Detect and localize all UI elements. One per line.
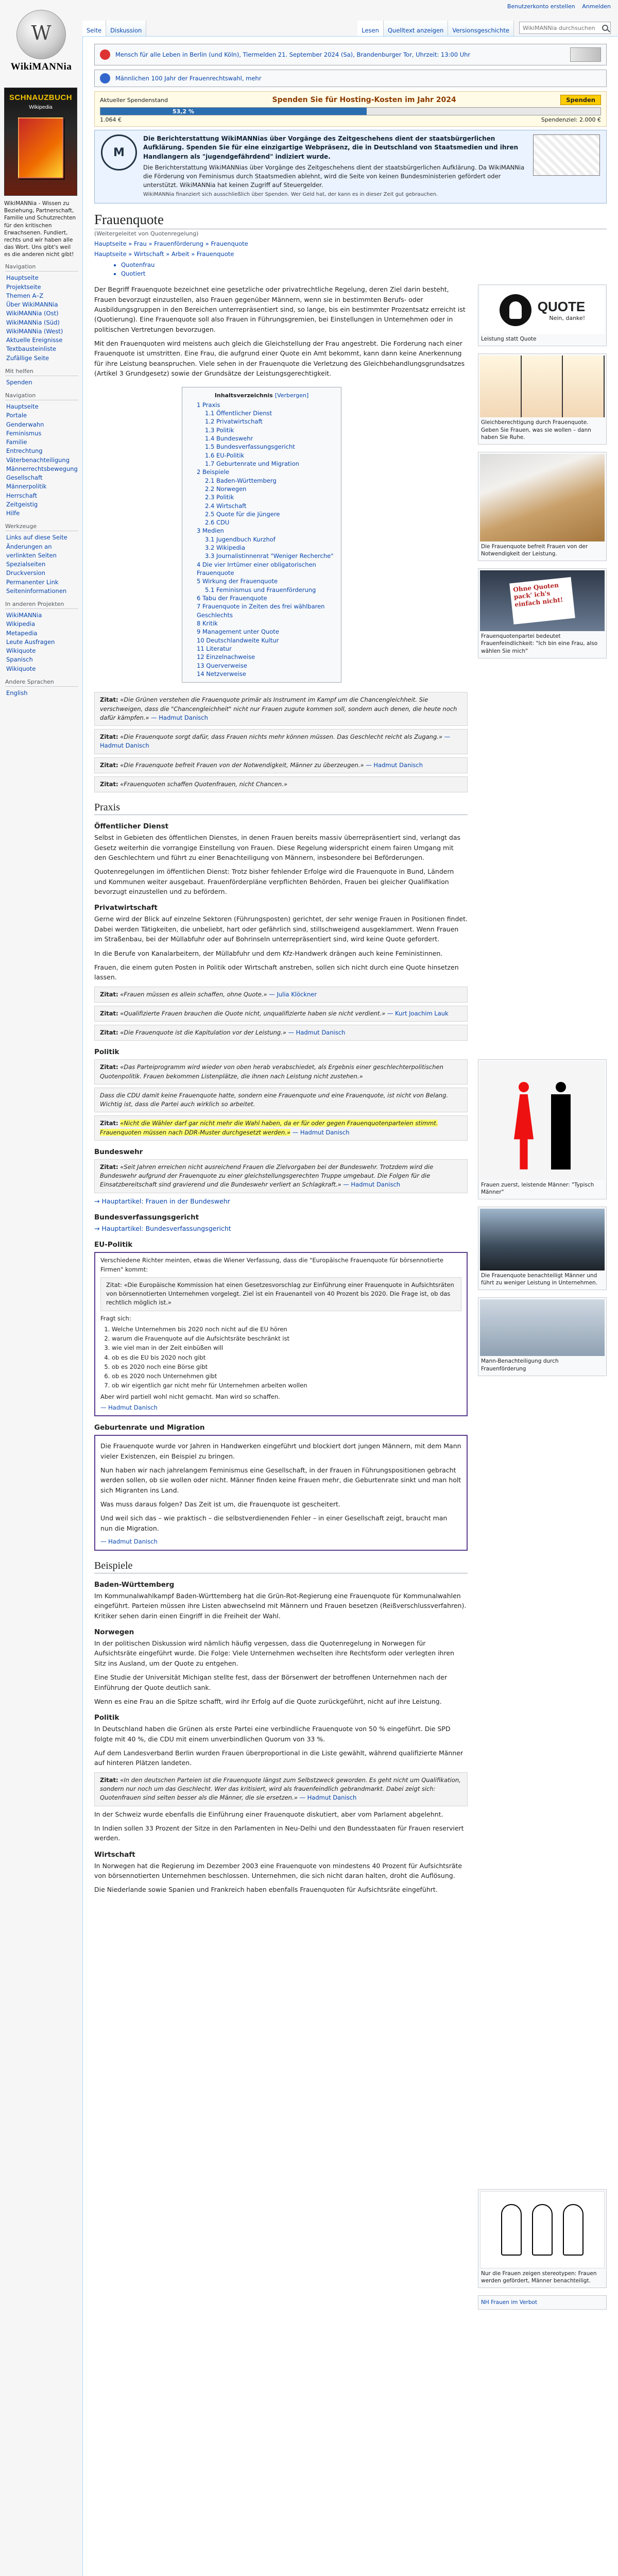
sidebar-ad-title: SCHNAUZBUCH <box>9 93 73 102</box>
toc-item[interactable]: 3.1 Jugendbuch Kurzhof <box>205 535 276 543</box>
donation-banner <box>94 91 607 127</box>
toc-item[interactable]: 1.2 Privatwirtschaft <box>205 418 263 426</box>
toc-item[interactable]: 2 Beispiele <box>197 468 229 476</box>
list-item: 4. ob es die EU bis 2020 noch gibt <box>112 1353 461 1362</box>
funding-statement-head: Die Berichterstattung WikiMANNias über Vorgänge des Zeitgeschehens dient der staatsbürgerlichen Aufklärung. Spenden Sie für eine einzigartige Webpräsenz, die in Deutschland von Staatsmedien und ihren Handlangern als "jugendgefährdend" indiziert wurde. <box>143 135 519 160</box>
portal <box>0 392 82 518</box>
comic-image[interactable] <box>480 355 605 417</box>
toc-item[interactable]: 3.2 Wikipedia <box>205 544 246 552</box>
portal-heading: In anderen Projekten <box>5 601 78 609</box>
paragraph: In Indien sollen 33 Prozent der Sitze in den Parlamenten in Neu-Delhi und den Bundesstaaten für Frauen reserviert werden. <box>94 1824 464 1842</box>
sidebar-item[interactable]: Spenden <box>6 378 32 386</box>
eu-points-intro: Fragt sich: <box>100 1314 131 1322</box>
tab-view-source[interactable]: Quelltext anzeigen <box>384 21 448 36</box>
paragraph: In der Schweiz wurde ebenfalls die Einführung einer Frauenquote diskutiert, aber vom Parlament abgelehnt. <box>94 1810 443 1818</box>
toc-item[interactable]: 3.3 Journalistinnenrat "Weniger Recherche" <box>205 552 334 560</box>
quote-author[interactable]: — Hadmut Danisch <box>343 1181 401 1189</box>
quote-label: Zitat: <box>100 761 118 769</box>
figure <box>478 2189 607 2288</box>
paragraph: In die Berufe von Kanalarbeitern, der Müllabfuhr und dem Kfz-Handwerk drängen auch keine Feministinnen. <box>94 949 443 957</box>
paragraph: Was muss daraus folgen? Das Zeit ist um, die Frauenquote ist gescheitert. <box>100 1500 340 1509</box>
redirect-note: (Weitergeleitet von Quotenregelung) <box>94 230 199 237</box>
sidebar-item[interactable]: Änderungen an verlinkten Seiten <box>6 543 57 559</box>
list-item: 6. ob es 2020 noch Unternehmen gibt <box>112 1372 461 1381</box>
sidebar-item[interactable]: Entrechtung <box>6 447 43 455</box>
man-photo[interactable] <box>480 1299 605 1356</box>
quote-author[interactable]: — Hadmut Danisch <box>100 733 451 750</box>
sidebar-item[interactable]: Permanenter Link <box>6 578 59 586</box>
quote-image-word: QUOTE <box>537 299 586 315</box>
paragraph: Der Begriff Frauenquote bezeichnet eine gesetzliche oder privatrechtliche Regelung, deren Ziel darin besteht, Frauen bevorzugt einzustellen, also Frauen gegenüber Männern, wenn sie in bestimmten Berufs- oder Ausbildungsgruppen in den Bereichen unterrepräsentiert sind, so lange, bis ein bestimmter Prozentsatz erreicht ist (Quotierung). Eine Frauenquote soll also Frauen in Führungsgremien, bei Einstellungen in Unternehmen oder in politischen Vertretungen bevorzugen. <box>94 285 466 333</box>
toc-item[interactable]: 5.1 Feminismus und Frauenförderung <box>205 586 316 594</box>
sidebar-item[interactable]: Links auf diese Seite <box>6 534 67 541</box>
sidebar-item[interactable]: Genderwahn <box>6 420 44 428</box>
figure-caption: Nur die Frauen zeigen stereotypen: Frauen werden gefördert, Männer benachteiligt. <box>481 2270 597 2284</box>
sidebar-item[interactable]: Wikiquote <box>6 665 36 672</box>
site-notice <box>94 44 607 65</box>
toc-item[interactable]: 3 Medien <box>197 527 224 535</box>
sidebar-item[interactable]: Leute Ausfragen <box>6 638 55 646</box>
toc-item[interactable]: 1.4 Bundeswehr <box>205 434 253 442</box>
donation-label: Aktueller Spendenstand <box>100 96 168 104</box>
sidebar-item[interactable]: Männerrechtsbewegung <box>6 465 78 472</box>
sidebar-item[interactable]: English <box>6 689 28 697</box>
sidebar-item[interactable]: WikiMANNia (West) <box>6 327 63 335</box>
quote-image-sub: Nein, danke! <box>549 315 586 322</box>
stop-hand-icon <box>500 294 531 326</box>
portal <box>0 523 82 596</box>
quote-no-thanks-image[interactable] <box>480 286 605 334</box>
related-item[interactable]: • Quotiert <box>121 269 607 278</box>
toc-item[interactable]: 6 Tabu der Frauenquote <box>197 595 267 602</box>
eu-box <box>94 1252 468 1416</box>
cartoon-image <box>533 134 600 176</box>
paragraph: Im Kommunalwahlkampf Baden-Württemberg hat die Grün-Rot-Regierung eine Frauenquote für Kommunalwahlen eingeführt. Parteien müssen ihre Listen abwechselnd mit Männern und Frauen besetzen (Reißverschlussverfahren). Kritiker sehen darin einen Eingriff in die Freiheit der Wahl. <box>94 1591 467 1620</box>
quote-text: «Nicht die Wähler darf gar nicht mehr die Wahl haben, da er für oder gegen Frauenquotenparteien stimmt. Frauenquoten müssen nach DDR-Muster durchgesetzt werden.» <box>100 1120 438 1136</box>
sidebar-item[interactable]: Aktuelle Ereignisse <box>6 336 63 344</box>
paragraph: Gerne wird der Blick auf einzelne Sektoren (Führungsposten) gerichtet, der sehr wenige Frauen in Positionen findet. Dabei werden Tätigkeiten, die unbeliebt, hart oder gefährlich sind, stillschweigend ausgeklammert. Wenn Frauen im Straßenbau, bei der Müllabfuhr oder auf Bohrinseln unterrepräsentiert sind, wird keine Quote gefordert. <box>94 915 468 943</box>
paragraph: Frauen, die einem guten Posten in Politik oder Wirtschaft anstreben, sollen sich nicht durch eine Quote hinsetzen lassen. <box>94 963 459 981</box>
logo-wordmark: WikiMANNia <box>10 61 72 72</box>
paragraph: Die Niederlande sowie Spanien und Frankreich haben ebenfalls Frauenquoten für Aufsichtsräte eingeführt. <box>94 1886 438 1894</box>
figure-caption: Frauen zuerst, leistende Männer: "Typisch Männer" <box>481 1181 594 1195</box>
figure-caption: Leistung statt Quote <box>481 336 537 343</box>
paragraph: Quotenregelungen im öffentlichen Dienst: Trotz bisher fehlender Erfolge wird die Frauenquote in Bund, Ländern und Kommunen weiter ausgebaut. Frauenförderpläne verpflichten Behörden, Frauen bei gleicher Qualifikation bevorzugt einzustellen und zu befördern. <box>94 868 454 896</box>
section-heading: Beispiele <box>94 1560 468 1573</box>
book-cover-image <box>18 117 63 178</box>
content-area <box>82 36 618 2576</box>
breadcrumb-2[interactable]: Hauptseite » Wirtschaft » Arbeit » Frauenquote <box>94 250 234 258</box>
sidebar-item[interactable]: Hauptseite <box>6 403 39 411</box>
sign-text: Ohne Quoten pack' ich's einfach nicht! <box>509 577 575 624</box>
sidebar-item[interactable]: Wikiquote <box>6 647 36 655</box>
quote-box <box>94 1025 468 1041</box>
figure-caption[interactable]: NH Frauen im Verbot <box>481 2299 538 2306</box>
donation-percent: 53,2 % <box>173 108 194 115</box>
subsection-heading: Politik <box>94 1048 119 1057</box>
quote-box <box>94 757 468 773</box>
related-item[interactable]: • Quotenfrau <box>121 261 607 269</box>
sidebar-item[interactable]: Themen A–Z <box>6 292 44 299</box>
sidebar-item[interactable]: Wikipedia <box>6 620 36 628</box>
paragraph: In der politischen Diskussion wird nämlich häufig vergessen, dass die Quotenregelung in Norwegen für Aufsichtsräte eingeführt wurde. Die Folge: Viele Unternehmen wechselten ihre Rechtsform oder verlegten ihren Sitz ins Ausland, um der Quote zu entgehen. <box>94 1639 454 1667</box>
quote-box <box>94 1115 468 1141</box>
toc-item[interactable]: 1.1 Öffentlicher Dienst <box>205 409 272 417</box>
site-logo[interactable] <box>0 0 82 82</box>
related-list <box>100 261 607 279</box>
portal <box>0 679 82 698</box>
site-notice-2 <box>94 70 607 87</box>
subsection-heading: Wirtschaft <box>94 1850 135 1859</box>
quote-label: Zitat: <box>100 733 118 741</box>
toc-item[interactable]: 7 Frauenquote in Zeiten des frei wählbaren Geschlechts <box>197 603 325 619</box>
quote-box <box>94 1159 468 1193</box>
figure <box>478 2295 607 2310</box>
figure-caption: Die Frauenquote benachteiligt Männer und führt zu weniger Leistung in Unternehmen. <box>481 1273 598 1286</box>
sidebar-item[interactable]: Druckversion <box>6 569 45 577</box>
portrait-photo[interactable] <box>480 454 605 541</box>
main-article-link[interactable]: → Hauptartikel: Bundesverfassungsgericht <box>94 1225 231 1233</box>
eu-points-list <box>112 1325 461 1391</box>
info-icon <box>100 73 110 83</box>
quote-author[interactable]: — Hadmut Danisch <box>288 1029 346 1037</box>
paragraph: Mit den Frauenquoten wird meistens auch gleich die Gleichstellung der Frau angestrebt. Die Forderung nach einer Frauenquote ist umstritten. Eine Frau, die aufgrund einer Quote ein Amt bekommt, kann dann keine Anerkennung für ihre Leistung beanspruchen. Viele sehen in der Frauenquote die Verletzung des Gleichbehandlungsgrundsatzes (Artikel 3 Grundgesetz) sowie der Grundsätze der Leistungsgerechtigkeit. <box>94 340 465 378</box>
seal-icon: M <box>101 134 137 171</box>
sidebar-item[interactable]: Spanisch <box>6 656 33 664</box>
cartoon-drawing[interactable] <box>480 2191 605 2268</box>
sidebar-item[interactable]: Hauptseite <box>6 274 39 282</box>
notice-text-2[interactable]: Männlichen 100 Jahr der Frauenrechtswahl, mehr <box>115 75 262 82</box>
toc-item[interactable]: 1.3 Politik <box>205 426 234 434</box>
donation-title: Spenden Sie für Hosting-Kosten im Jahr 2024 <box>272 96 456 104</box>
toc-toggle[interactable]: [Verbergen] <box>274 392 309 399</box>
sidebar-item[interactable]: Väterbenachteiligung <box>6 456 70 464</box>
paragraph: Auf dem Landesverband Berlin wurden Frauen überproportional in die Liste gewählt, während qualifizierte Männer auf hinteren Plätzen landeten. <box>94 1749 464 1767</box>
notice-text[interactable]: Mensch für alle Leben in Berlin (und Köln), Tiermelden 21. September 2024 (Sa), Brandenburger Tor, Uhrzeit: 13:00 Uhr <box>115 51 471 58</box>
quote-text: «Die Frauenquote sorgt dafür, dass Frauen nichts mehr können müssen. Das Geschlecht reicht als Zugang.» <box>120 733 442 741</box>
sidebar-note: WikiMANNia - Wissen zu Beziehung, Partnerschaft, Familie und Schutzrechten für den kritischen Erwachsenen. Fundiert, rechts und wir haben alle das Wort. Uns gibt's weil es die anderen nicht gibt! <box>4 200 76 258</box>
section-heading: Praxis <box>94 802 468 815</box>
toc-item[interactable]: 5 Wirkung der Frauenquote <box>197 578 278 585</box>
list-item: 3. wie viel man in der Zeit einbüßen will <box>112 1344 461 1352</box>
quote-group <box>94 692 468 792</box>
donation-current: 1.064 € <box>100 116 122 123</box>
paragraph: Und weil sich das – wie praktisch – die selbstverdienenden Fehler – in einer Gesellschaft zeigt, braucht man nun die Migration. <box>100 1514 448 1532</box>
donation-progress-bar <box>100 107 601 115</box>
signature[interactable]: — Hadmut Danisch <box>100 1538 158 1546</box>
sidebar-item[interactable]: Männerpolitik <box>6 483 47 490</box>
event-icon <box>100 49 110 60</box>
list-item: 2. warum die Frauenquote auf die Aufsichtsräte beschränkt ist <box>112 1334 461 1343</box>
paragraph: Die Frauenquote wurde vor Jahren in Handwerken eingeführt und blockiert dort jungen Männern, mit dem Mann vieler Existenzen, ein Beispiel zu bringen. <box>100 1442 461 1460</box>
toc-item[interactable]: 14 Netzverweise <box>197 670 246 678</box>
list-item: 7. ob wir eigentlich gar nicht mehr für Unternehmen arbeiten wollen <box>112 1381 461 1390</box>
subsection-heading: Geburtenrate und Migration <box>94 1423 205 1432</box>
quote-text: «Frauenquoten schaffen Quotenfrauen, nicht Chancen.» <box>120 780 287 788</box>
paragraph: Nun haben wir nach jahrelangem Feminismus eine Gesellschaft, in der Frauen in Führungspositionen gebracht werden sollen, ob sie wollen oder nicht. Männer finden keine Frauen mehr, die Geburtenrate sinkt und man holt sich Migranten ins Land. <box>100 1466 461 1494</box>
search-icon[interactable] <box>602 25 608 31</box>
figure-caption: Gleichberechtigung durch Frauenquote. Geben Sie Frauen, was sie wollen – dann haben Sie Ruhe. <box>481 419 591 440</box>
sidebar-item[interactable]: Spezialseiten <box>6 561 46 568</box>
figure-caption: Die Frauenquote befreit Frauen von der Notwendigkeit der Leistung. <box>481 543 588 557</box>
sidebar-ad-banner[interactable] <box>4 88 77 196</box>
quote-label: Zitat: <box>100 1776 118 1784</box>
quote-box <box>94 1006 468 1022</box>
quote-author[interactable]: — Hadmut Danisch <box>151 714 208 721</box>
figure <box>478 284 607 346</box>
toc-title <box>190 392 334 399</box>
toc-item[interactable]: 2.1 Baden-Württemberg <box>205 477 277 484</box>
sidebar-item[interactable]: Seiteninformationen <box>6 587 67 595</box>
toc-list <box>190 401 334 679</box>
subsection-heading: Öffentlicher Dienst <box>94 822 169 831</box>
subsection-heading: EU-Politik <box>94 1241 133 1249</box>
article-body <box>94 282 468 2317</box>
table-of-contents <box>182 387 341 683</box>
figure-caption: Mann-Benachteiligung durch Frauenförderung <box>481 1358 559 1372</box>
list-item: 5. ob es 2020 noch eine Börse gibt <box>112 1363 461 1371</box>
man-figure-icon <box>551 1082 571 1170</box>
funding-statement <box>94 130 607 204</box>
toc-item[interactable]: 2.6 CDU <box>205 519 230 527</box>
toc-item[interactable]: 13 Querverweise <box>197 662 247 669</box>
search-box <box>519 22 611 34</box>
logo-globe-icon <box>16 10 66 59</box>
login-link[interactable]: Anmelden <box>582 3 611 10</box>
portal <box>0 368 82 387</box>
cockpit-photo[interactable] <box>480 1209 605 1270</box>
quote-text: «Die Frauenquote ist die Kapitulation vor der Leistung.» <box>120 1029 286 1037</box>
page-title: Frauenquote <box>94 212 607 229</box>
sidebar-item[interactable]: Hilfe <box>6 510 20 517</box>
migration-box <box>94 1435 468 1551</box>
women-first-image[interactable] <box>480 1061 605 1180</box>
paragraph: Wenn es eine Frau an die Spitze schafft, wird ihr Erfolg auf die Quote zurückgeführt, nicht auf ihre Leistung. <box>94 1697 442 1705</box>
quote-text: Dass die CDU damit keine Frauenquote hatte, sondern eine Frauenquote und eine Frauenquote, ist nicht von Belang. Wichtig ist, dass die Partei auch wirklich so arbeitet. <box>100 1091 449 1108</box>
figure <box>478 452 607 561</box>
toc-item[interactable]: 8 Kritik <box>197 620 218 628</box>
subsection-heading: Baden-Württemberg <box>94 1580 175 1589</box>
sidebar-item[interactable]: Feminismus <box>6 429 42 437</box>
quote-group <box>94 987 468 1041</box>
toc-item[interactable]: 2.3 Politik <box>205 494 234 501</box>
quote-group <box>94 1059 468 1141</box>
quote-author[interactable]: — Hadmut Danisch <box>299 1794 357 1802</box>
sidebar-item[interactable]: Zeitgeistig <box>6 500 38 508</box>
quote-label: Zitat: <box>100 1163 118 1171</box>
portal-heading: Mit helfen <box>5 368 78 376</box>
portal-heading: Navigation <box>5 263 78 272</box>
sidebar-item[interactable]: WikiMANNia <box>6 612 42 619</box>
figure-caption: Frauenquotenpartei bedeutet Frauenfeindlichkeit: "Ich bin eine Frau, also wählen Sie mich" <box>481 633 598 654</box>
sidebar-item[interactable]: WikiMANNia (Süd) <box>6 318 60 326</box>
tab-discussion[interactable]: Diskussion <box>106 21 146 36</box>
sidebar-item[interactable]: Portale <box>6 412 27 419</box>
sidebar-item[interactable]: Metapedia <box>6 629 38 637</box>
toc-item[interactable]: 2.4 Wirtschaft <box>205 502 247 510</box>
toc-item[interactable]: 12 Einzelnachweise <box>197 653 255 661</box>
paragraph: Eine Studie der Universität Michigan stellte fest, dass der Börsenwert der betroffenen Unternehmen nach der Einführung der Quote deutlich sank. <box>94 1673 448 1691</box>
toc-item[interactable]: 10 Deutschlandweite Kultur <box>197 636 279 644</box>
figure <box>478 568 607 658</box>
quote-box: Zitat: «Die Europäische Kommission hat einen Gesetzesvorschlag zur Einführung einer Frauenquote in Aufsichtsräten von börsennotierten Unternehmen vorgelegt. Ziel ist ein Frauenanteil von 40 Prozent bis 2020. Die Frage ist, ob das rechtlich möglich ist.» <box>100 1277 461 1311</box>
quote-author[interactable]: — Hadmut Danisch <box>366 761 423 769</box>
sidebar-item[interactable]: Herrschaft <box>6 492 37 499</box>
toc-item[interactable]: 2.5 Quote für die Jüngere <box>205 510 280 518</box>
tab-article[interactable]: Seite <box>82 21 106 36</box>
quote-label: Zitat: <box>100 1009 118 1017</box>
toc-item[interactable]: 11 Literatur <box>197 645 232 653</box>
quote-label: Zitat: <box>100 990 118 998</box>
figure <box>478 353 607 445</box>
donation-progress-fill <box>100 108 367 115</box>
eu-intro: Verschiedene Richter meinten, etwas die Wiener Verfassung, dass die "Europäische Frauenquote für börsennotierte Firmen" kommt: <box>100 1257 443 1273</box>
quote-text: «Die Frauenquote befreit Frauen von der Notwendigkeit, Männer zu überzeugen.» <box>120 761 364 769</box>
subsection-heading: Politik <box>94 1714 119 1722</box>
sidebar <box>0 88 82 703</box>
quote-author[interactable]: — Kurt Joachim Lauk <box>387 1009 449 1017</box>
notice-thumbnail <box>570 47 601 62</box>
sidebar-ad-subtitle: Wikipedia <box>29 104 53 110</box>
toc-item[interactable]: 9 Management unter Quote <box>197 628 279 636</box>
subsection-heading: Norwegen <box>94 1628 134 1637</box>
quote-text: «Das Parteiprogramm wird wieder von oben herab verabschiedet, als Ergebnis einer geschlechterpolitischen Quotenpolitik. Frauen bekommen Listenplätze, die ihnen nach Leistung nicht zustehen.» <box>100 1063 443 1080</box>
sidebar-item[interactable]: WikiMANNia (Ost) <box>6 310 59 317</box>
quote-text: «Seit Jahren erreichen nicht ausreichend Frauen die Zielvorgaben bei der Bundeswehr. Trotzdem wird die Bundeswehr aufgrund der Frauenquote zu einer gleichstellungsgerechten Truppe umgebaut. Die Folgen für die Einsatzbereitschaft sind gravierend und die Bundeswehr verliert an Schlagkraft.» <box>100 1163 434 1189</box>
eu-tail: Aber wird partiell wohl nicht gemacht. Man wird so schaffen. <box>100 1393 280 1400</box>
quote-box <box>94 1059 468 1084</box>
toc-item[interactable]: 2.2 Norwegen <box>205 485 247 493</box>
quote-author[interactable]: — Hadmut Danisch <box>292 1128 350 1136</box>
portal-heading: Werkzeuge <box>5 523 78 531</box>
toc-title-text: Inhaltsverzeichnis <box>214 392 273 399</box>
quote-box <box>94 729 468 754</box>
sidebar-item[interactable]: Projektseite <box>6 283 41 291</box>
paragraph: Selbst in Gebieten des öffentlichen Dienstes, in denen Frauen bereits massiv überrepräsentiert sind, verlangt das Gesetz weiterhin die vorrangige Einstellung von Frauen. Diese Regelung widerspricht einem fairen Umgang mit den Geschlechtern und führt zu einer Benachteiligung von Männern, insbesondere bei Beförderungen. <box>94 834 461 861</box>
personal-tools <box>502 3 611 10</box>
quote-label: Zitat: <box>100 1120 118 1127</box>
list-item: 1. Welche Unternehmen bis 2020 noch nicht auf die EU hören <box>112 1325 461 1334</box>
donation-goal: Spendenziel: 2.000 € <box>541 116 601 123</box>
funding-statement-body: Die Berichterstattung WikiMANNias über Vorgänge des Zeitgeschehens dient der staatsbürgerlichen Aufklärung. Da WikiMANNia die Förderung von Feminismus durch Staatsmedien ablehnt, wird die Seite von keinen Bundesministerien gefördert oder unterstützt. WikiMANNia hat keinen Zugriff auf Steuergelder. <box>143 164 525 189</box>
sidebar-item[interactable]: Über WikiMANNia <box>6 301 58 309</box>
quote-box <box>94 1088 468 1113</box>
paragraph: In Deutschland haben die Grünen als erste Partei eine verbindliche Frauenquote von 50 % eingeführt. Die SPD folgte mit 40 %, die CDU mit einem unverbindlichen Quorum von 33 %. <box>94 1725 451 1743</box>
tab-read[interactable]: Lesen <box>357 21 384 36</box>
subsection-heading: Bundeswehr <box>94 1147 143 1156</box>
quote-author[interactable]: — Julia Klöckner <box>269 990 317 998</box>
quote-box <box>94 1772 468 1806</box>
quote-label: Zitat: <box>100 696 118 704</box>
tab-history[interactable]: Versionsgeschichte <box>448 21 514 36</box>
funding-statement-foot: WikiMANNia finanziert sich ausschließlich über Spenden. Wer Geld hat, der kann es in dieser Zeit gut gebrauchen. <box>143 192 438 198</box>
subsection-heading: Privatwirtschaft <box>94 904 158 912</box>
portal <box>0 263 82 363</box>
namespace-tabs <box>82 21 146 36</box>
figure <box>478 1207 607 1290</box>
toc-item[interactable]: 1.7 Geburtenrate und Migration <box>205 460 299 467</box>
subsection-heading: Bundesverfassungsgericht <box>94 1213 199 1222</box>
sidebar-portals <box>0 263 82 698</box>
toc-item[interactable]: 1.5 Bundesverfassungsgericht <box>205 443 295 451</box>
paragraph: In Norwegen hat die Regierung im Dezember 2003 eine Frauenquote von mindestens 40 Prozent für Aufsichtsräte von börsennotierten Unternehmen beschlossen. Unternehmen, die sich nicht daran halten, droht die Auflösung. <box>94 1861 462 1880</box>
protest-sign-image[interactable] <box>480 570 605 631</box>
signature[interactable]: — Hadmut Danisch <box>100 1403 158 1411</box>
main-article-link[interactable]: → Hauptartikel: Frauen in der Bundeswehr <box>94 1197 230 1205</box>
sidebar-item[interactable]: Gesellschaft <box>6 474 43 482</box>
search-input[interactable] <box>522 24 602 32</box>
breadcrumb[interactable]: Hauptseite » Frau » Frauenförderung » Frauenquote <box>94 240 248 247</box>
view-tabs <box>357 21 611 36</box>
quote-text: «Qualifizierte Frauen brauchen die Quote nicht, unqualifizierte haben sie nicht verdient.» <box>120 1009 386 1017</box>
quote-label: Zitat: <box>100 1029 118 1037</box>
image-column <box>478 282 607 2317</box>
donate-button[interactable]: Spenden <box>560 95 601 105</box>
figure <box>478 1059 607 1199</box>
toc-item[interactable]: 4 Die vier Irrtümer einer obligatorischen Frauenquote <box>197 561 316 577</box>
sidebar-item[interactable]: Familie <box>6 438 27 446</box>
quote-text: «Frauen müssen es allein schaffen, ohne Quote.» <box>120 990 267 998</box>
create-account-link[interactable]: Benutzerkonto erstellen <box>507 3 575 10</box>
quote-text: «In den deutschen Parteien ist die Frauenquote längst zum Selbstzweck geworden. Es geht nicht um Qualifikation, sondern nur noch um das Geschlecht. Wer das kritisiert, wird als frauenfeindlich gebrandmarkt. Dabei zeigt sich: Quotenfrauen sind selten besser als die Männer, die sie ersetzen.» <box>100 1776 461 1802</box>
woman-figure-icon <box>514 1082 534 1170</box>
sidebar-item[interactable]: Zufällige Seite <box>6 354 49 362</box>
toc-item[interactable]: 1 Praxis <box>197 401 220 409</box>
sidebar-item[interactable]: Textbausteinliste <box>6 345 56 353</box>
quote-box <box>94 987 468 1003</box>
portal <box>0 601 82 673</box>
quote-box <box>94 776 468 792</box>
quote-text: «Die Grünen verstehen die Frauenquote primär als Instrument im Kampf um die Chancengleichheit. Sie verschweigen, dass die "Chancengleichheit" nicht nur Frauen zugute kommen soll, sondern auch denen, die heute noch dafür kämpfen.» <box>100 696 457 721</box>
quote-box <box>94 692 468 726</box>
toc-item[interactable]: 1.6 EU-Politik <box>205 451 245 459</box>
quote-label: Zitat: <box>100 1063 118 1071</box>
quote-label: Zitat: <box>100 780 118 788</box>
portal-heading: Andere Sprachen <box>5 679 78 687</box>
portal-heading: Navigation <box>5 392 78 400</box>
figure <box>478 1297 607 1376</box>
